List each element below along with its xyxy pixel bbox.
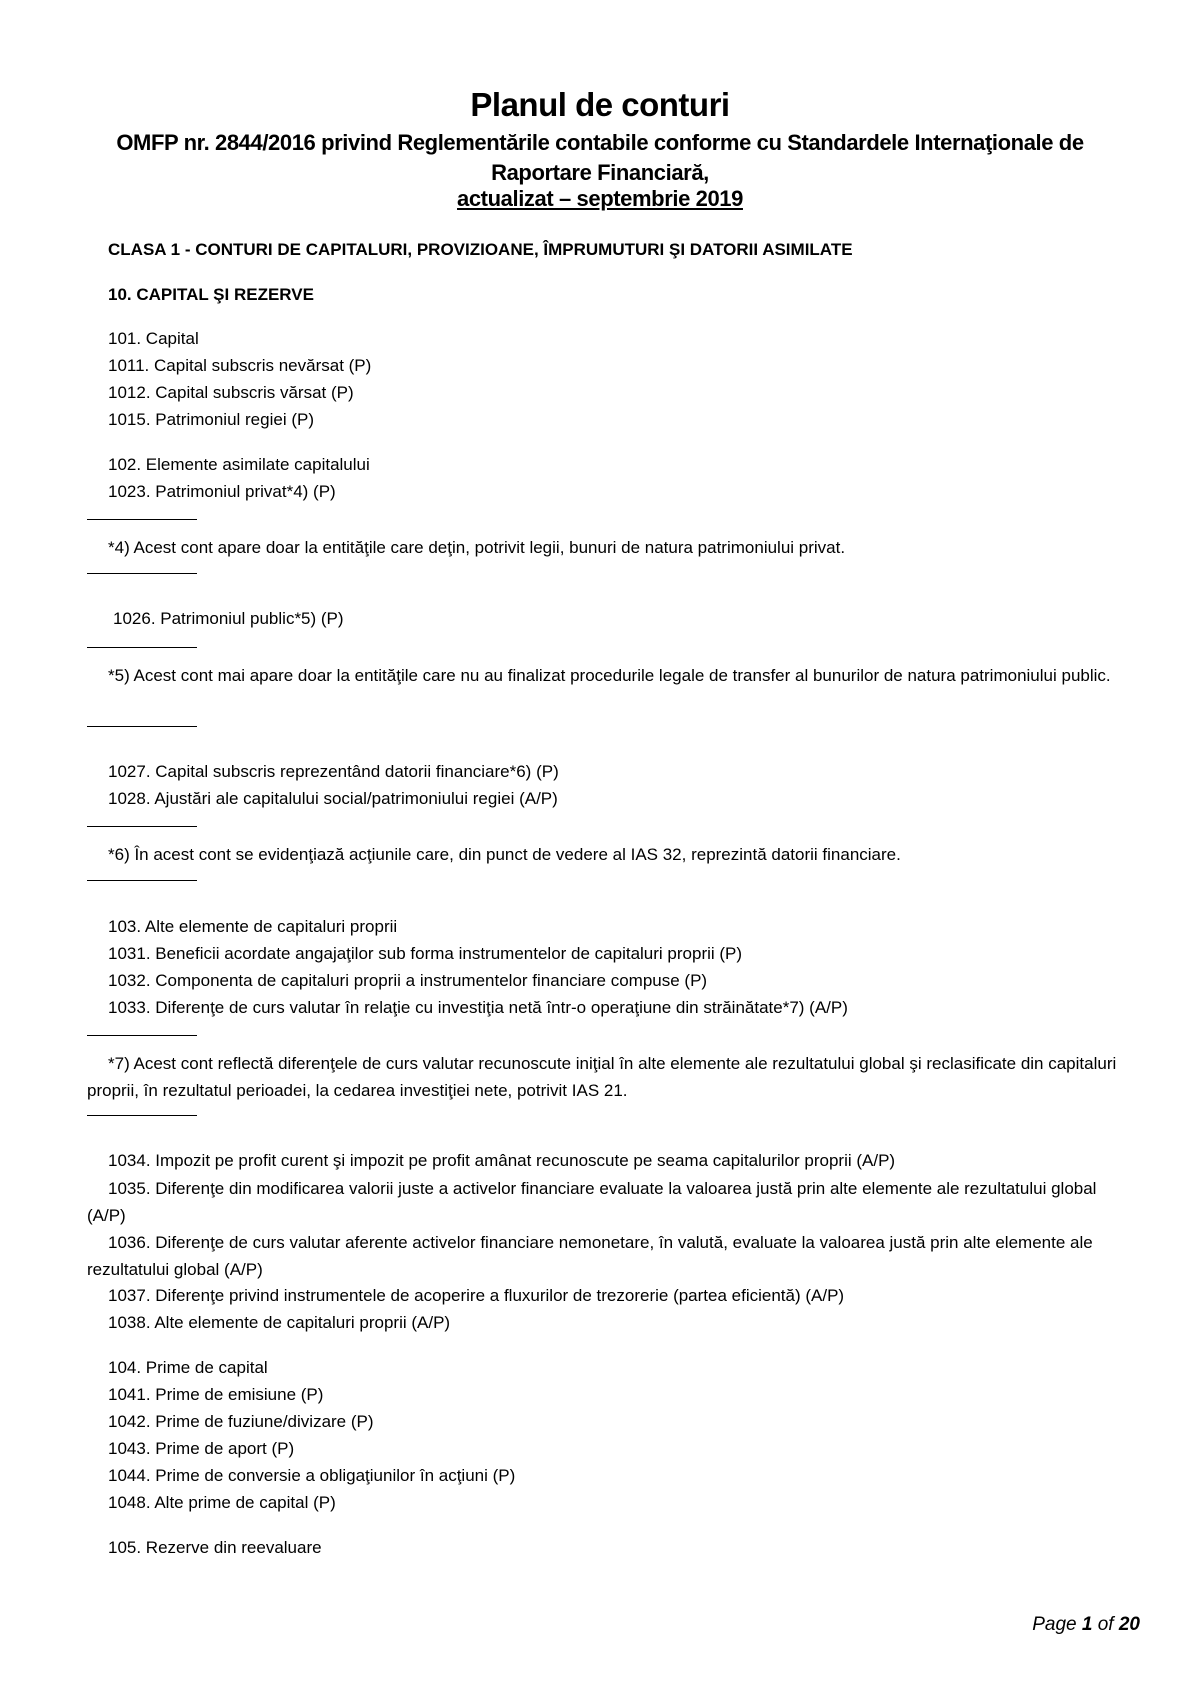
account-line: 1027. Capital subscris reprezentând datorii financiare*6) (P) (108, 762, 559, 781)
document-title: Planul de conturi (470, 86, 730, 123)
account-line: 1041. Prime de emisiune (P) (108, 1385, 324, 1404)
account-line: 102. Elemente asimilate capitalului (108, 455, 370, 474)
account-line: 1042. Prime de fuziune/divizare (P) (108, 1412, 374, 1431)
account-line: 1023. Patrimoniul privat*4) (P) (108, 482, 336, 501)
account-line: 1034. Impozit pe profit curent şi impozit pe profit amânat recunoscute pe seama capitalurilor proprii (A/P) (108, 1151, 896, 1170)
footnote-6: *6) În acest cont se evidenţiază acţiunile care, din punct de vedere al IAS 32, reprezintă datorii financiare. (108, 845, 901, 864)
footnote-5: *5) Acest cont mai apare doar la entităţile care nu au finalizat procedurile legale de transfer al bunurilor de natura patrimoniului public. (108, 666, 1111, 685)
account-line: 1026. Patrimoniul public*5) (P) (113, 609, 344, 628)
footnote-4: *4) Acest cont apare doar la entităţile care deţin, potrivit legii, bunuri de natura patrimoniului privat. (108, 538, 846, 557)
page-number: 1 (1081, 1614, 1093, 1635)
footnote-separator (87, 1035, 197, 1036)
account-line-wrapped: 1036. Diferenţe de curs valutar aferente activelor financiare nemonetare, în valută, evaluate la valoarea justă prin alte elemente ale rezultatului global (A/P) (87, 1233, 1093, 1279)
footnote-separator (87, 519, 197, 520)
footnote-separator (87, 647, 197, 648)
account-line-wrapped: 1035. Diferenţe din modificarea valorii juste a activelor financiare evaluate la valoarea justă prin alte elemente ale rezultatului global (A/P) (87, 1179, 1097, 1225)
account-line: 101. Capital (108, 329, 199, 348)
footnote-separator (87, 726, 197, 727)
of-word: of (1097, 1614, 1114, 1635)
account-line: 1015. Patrimoniul regiei (P) (108, 410, 314, 429)
account-line: 1032. Componenta de capitaluri proprii a instrumentelor financiare compuse (P) (108, 971, 708, 990)
page-footer (1032, 1614, 1140, 1636)
footnote-separator (87, 880, 197, 881)
document-subtitle: OMFP nr. 2844/2016 privind Reglementările contabile conforme cu Standardele Internaţionale de Raportare Financiară, (116, 130, 1084, 185)
account-line: 104. Prime de capital (108, 1358, 268, 1377)
footnote-7: *7) Acest cont reflectă diferenţele de curs valutar recunoscute iniţial în alte elemente ale rezultatului global şi reclasificate din capitaluri proprii, în rezultatul perioadei, la cedarea investiţiei nete, potrivit IAS 21. (87, 1054, 1117, 1100)
footnote-separator (87, 1115, 197, 1116)
footnote-separator (87, 573, 197, 574)
group-heading: 10. CAPITAL ŞI REZERVE (108, 285, 314, 304)
account-line: 1048. Alte prime de capital (P) (108, 1493, 336, 1512)
account-line: 1038. Alte elemente de capitaluri proprii (A/P) (108, 1313, 451, 1332)
account-line: 1037. Diferenţe privind instrumentele de acoperire a fluxurilor de trezorerie (partea eficientă) (A/P) (108, 1286, 845, 1305)
account-line: 105. Rezerve din reevaluare (108, 1538, 322, 1557)
footnote-separator (87, 826, 197, 827)
account-line: 103. Alte elemente de capitaluri proprii (108, 917, 398, 936)
page-total: 20 (1118, 1614, 1140, 1635)
update-note: actualizat – septembrie 2019 (457, 186, 743, 211)
class-heading: CLASA 1 - CONTURI DE CAPITALURI, PROVIZIOANE, ÎMPRUMUTURI ŞI DATORII ASIMILATE (108, 240, 853, 259)
page-word: Page (1032, 1614, 1077, 1635)
account-line: 1028. Ajustări ale capitalului social/patrimoniului regiei (A/P) (108, 789, 558, 808)
account-line: 1011. Capital subscris nevărsat (P) (108, 356, 372, 375)
account-line: 1044. Prime de conversie a obligaţiunilor în acţiuni (P) (108, 1466, 516, 1485)
account-line: 1031. Beneficii acordate angajaţilor sub forma instrumentelor de capitaluri proprii (P) (108, 944, 743, 963)
account-line: 1033. Diferenţe de curs valutar în relaţie cu investiţia netă într-o operaţiune din străinătate*7) (A/P) (108, 998, 848, 1017)
account-line: 1043. Prime de aport (P) (108, 1439, 295, 1458)
account-line: 1012. Capital subscris vărsat (P) (108, 383, 354, 402)
